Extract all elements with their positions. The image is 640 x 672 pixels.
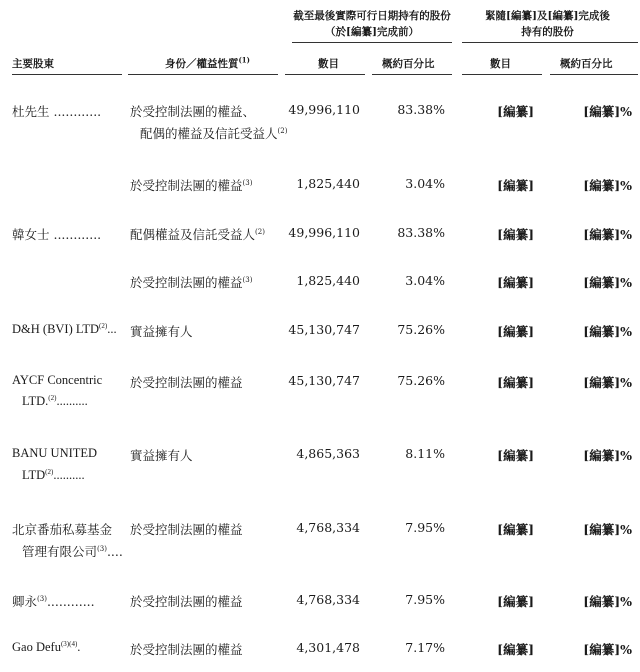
row-7-percent: 7.95% bbox=[405, 520, 445, 535]
row-5-after-number: [編纂] bbox=[497, 375, 534, 390]
header-group-after-line1: 緊隨[編纂]及[編纂]完成後 bbox=[485, 10, 610, 22]
row-1-number: 1,825,440 bbox=[296, 176, 360, 191]
row-1-after-percent: [編纂]% bbox=[583, 178, 632, 193]
row-2-name: 韓女士 ............ bbox=[12, 227, 102, 242]
row-5-name: AYCF Concentric bbox=[12, 373, 103, 387]
row-1-percent: 3.04% bbox=[405, 176, 445, 191]
rule-number bbox=[285, 74, 365, 75]
rule-percent bbox=[372, 74, 452, 75]
row-9-capacity: 於受控制法團的權益 bbox=[130, 642, 243, 657]
row-5-after-percent: [編纂]% bbox=[583, 375, 632, 390]
header-group-before-line2: （於[編纂]完成前） bbox=[325, 26, 419, 38]
header-group-before-rule bbox=[292, 42, 452, 43]
row-6-name: BANU UNITED bbox=[12, 446, 98, 460]
row-6-after-number: [編纂] bbox=[497, 448, 534, 463]
row-9-percent: 7.17% bbox=[405, 640, 445, 655]
row-1-capacity: 於受控制法團的權益$^{(3)}$ bbox=[130, 178, 253, 193]
row-5-name-line2: LTD.$^{(2)}$.......... bbox=[22, 393, 88, 408]
row-0-capacity: 於受控制法團的權益、 bbox=[130, 104, 256, 119]
row-5-number: 45,130,747 bbox=[288, 373, 360, 388]
row-8-capacity: 於受控制法團的權益 bbox=[130, 594, 243, 609]
row-7-capacity: 於受控制法團的權益 bbox=[130, 522, 243, 537]
row-1-after-number: [編纂] bbox=[497, 178, 534, 193]
row-4-name: D&H (BVI) LTD$^{(2)}$... bbox=[12, 321, 117, 336]
row-7-number: 4,768,334 bbox=[296, 520, 360, 535]
row-7-name-line2: 管理有限公司$^{(3)}$.... bbox=[22, 544, 123, 559]
row-6-number: 4,865,363 bbox=[296, 446, 360, 461]
row-6-after-percent: [編纂]% bbox=[583, 448, 632, 463]
header-col-number: 數目 bbox=[318, 58, 339, 70]
row-6-capacity: 實益擁有人 bbox=[130, 448, 193, 463]
row-0-name: 杜先生 ............ bbox=[12, 104, 102, 119]
row-7-name: 北京番茄私募基金 bbox=[12, 522, 113, 537]
row-3-after-number: [編纂] bbox=[497, 275, 534, 290]
row-4-capacity: 實益擁有人 bbox=[130, 324, 193, 339]
row-8-percent: 7.95% bbox=[405, 592, 445, 607]
rule-shareholder bbox=[12, 74, 122, 75]
row-0-capacity-line2: 配偶的權益及信託受益人$^{(2)}$ bbox=[140, 126, 288, 141]
row-4-percent: 75.26% bbox=[397, 322, 445, 337]
row-8-after-number: [編纂] bbox=[497, 594, 534, 609]
header-col-number-after: 數目 bbox=[490, 58, 511, 70]
row-0-after-percent: [編纂]% bbox=[583, 104, 632, 119]
row-4-after-number: [編纂] bbox=[497, 324, 534, 339]
header-group-before-line1: 截至最後實際可行日期持有的股份 bbox=[293, 10, 451, 22]
row-3-number: 1,825,440 bbox=[296, 273, 360, 288]
row-4-after-percent: [編纂]% bbox=[583, 324, 632, 339]
row-5-percent: 75.26% bbox=[397, 373, 445, 388]
header-col-capacity: 身份／權益性質$^{(1)}$ bbox=[165, 55, 250, 70]
row-2-percent: 83.38% bbox=[397, 225, 445, 240]
row-8-name: 卿永$^{(3)}$............ bbox=[12, 594, 95, 609]
row-6-name-line2: LTD$^{(2)}$.......... bbox=[22, 467, 85, 482]
rule-percent-after bbox=[550, 74, 638, 75]
row-2-after-percent: [編纂]% bbox=[583, 227, 632, 242]
row-0-after-number: [編纂] bbox=[497, 104, 534, 119]
rule-number-after bbox=[462, 74, 542, 75]
header-col-percent: 概約百分比 bbox=[382, 58, 435, 70]
row-7-after-number: [編纂] bbox=[497, 522, 534, 537]
row-8-after-percent: [編纂]% bbox=[583, 594, 632, 609]
row-8-number: 4,768,334 bbox=[296, 592, 360, 607]
row-9-name: Gao Defu$^{(3)(4)}$. bbox=[12, 639, 81, 654]
row-0-number: 49,996,110 bbox=[288, 102, 360, 117]
row-5-capacity: 於受控制法團的權益 bbox=[130, 375, 243, 390]
header-col-shareholder: 主要股東 bbox=[12, 58, 54, 70]
row-2-number: 49,996,110 bbox=[288, 225, 360, 240]
row-0-percent: 83.38% bbox=[397, 102, 445, 117]
header-col-percent-after: 概約百分比 bbox=[560, 58, 613, 70]
row-6-percent: 8.11% bbox=[405, 446, 445, 461]
row-3-percent: 3.04% bbox=[405, 273, 445, 288]
rule-capacity bbox=[128, 74, 278, 75]
header-group-after-rule bbox=[462, 42, 638, 43]
row-7-after-percent: [編纂]% bbox=[583, 522, 632, 537]
row-2-after-number: [編纂] bbox=[497, 227, 534, 242]
row-2-capacity: 配偶權益及信託受益人$^{(2)}$ bbox=[130, 227, 265, 242]
row-3-capacity: 於受控制法團的權益$^{(3)}$ bbox=[130, 275, 253, 290]
row-9-after-percent: [編纂]% bbox=[583, 642, 632, 657]
row-9-number: 4,301,478 bbox=[296, 640, 360, 655]
row-4-number: 45,130,747 bbox=[288, 322, 360, 337]
row-9-after-number: [編纂] bbox=[497, 642, 534, 657]
row-3-after-percent: [編纂]% bbox=[583, 275, 632, 290]
header-group-after-line2: 持有的股份 bbox=[521, 26, 574, 38]
